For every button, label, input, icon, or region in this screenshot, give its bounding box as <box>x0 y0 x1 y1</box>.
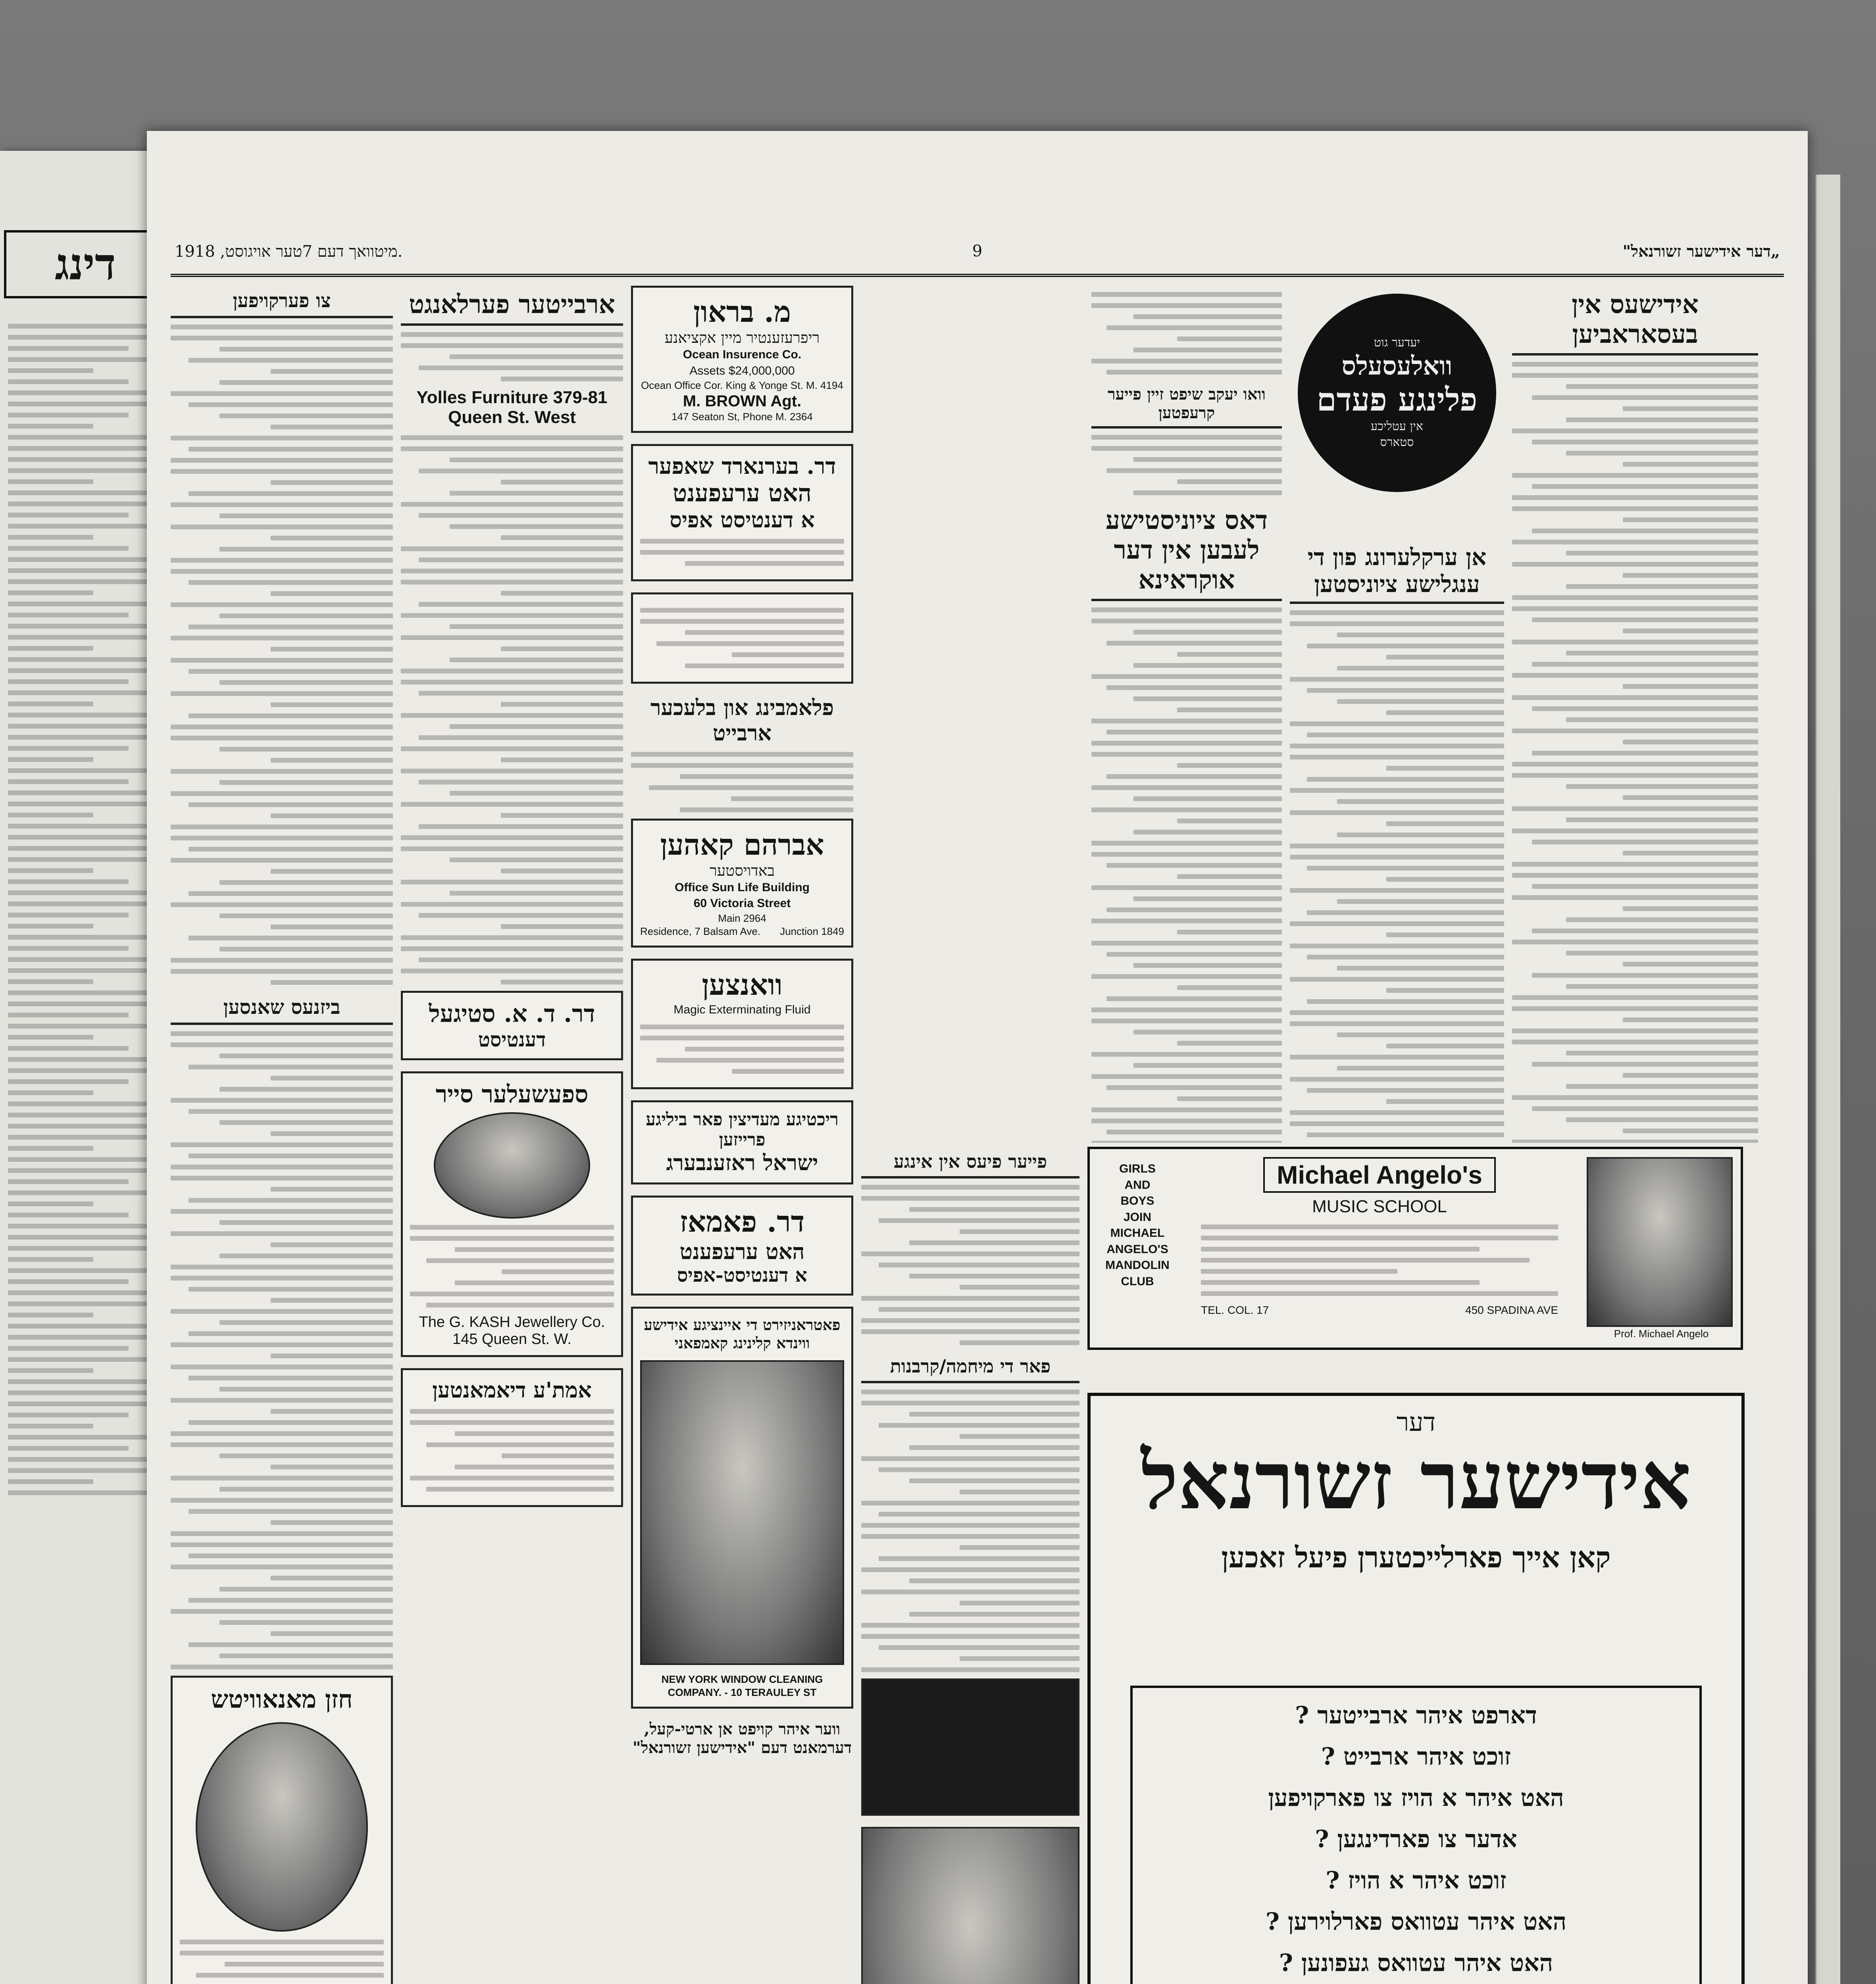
pomez-title: דר. פאמאז <box>679 1204 805 1238</box>
cantor-photo <box>196 1722 368 1932</box>
left-page-text <box>8 317 163 1501</box>
schafer-text <box>640 539 844 566</box>
ad-question: דארפט איהר ארבייטער ? <box>1295 1701 1537 1729</box>
cohen-junction: Junction 1849 <box>780 925 844 938</box>
page-header <box>171 234 1784 277</box>
music-school-text <box>1201 1225 1558 1296</box>
ad-question: האט איהר עטוואס פארלוירען ? <box>1265 1908 1567 1936</box>
pomez-line-2: א דענטיסט-אפיס <box>677 1264 807 1286</box>
cohen-main: Main 2964 <box>718 912 766 924</box>
brown-ad-sub: ריפרעזענטיר מיין אקציאנע <box>664 329 820 346</box>
column-4-text-b <box>401 435 623 984</box>
column-2-lower <box>861 1147 1079 1984</box>
music-school-tel: TEL. COL. 17 <box>1201 1304 1269 1316</box>
ad-subtitle: קאן אייך פארלייכטערן פיעל זאכען <box>1221 1540 1611 1574</box>
column-5-text-a <box>171 325 393 985</box>
column-5-shops: צו פערקויפען <box>171 286 393 318</box>
notice-text <box>640 608 844 668</box>
stiegel-title: דר. ד. א. סטיגעל <box>429 1000 595 1028</box>
mandolin-club-list <box>1098 1161 1177 1290</box>
schafer-line-2: א דענטיסט אפיס <box>670 507 815 533</box>
column-5 <box>171 286 393 1984</box>
pomez-line-1: האט ערעפענט <box>679 1238 805 1264</box>
ad-question: זוכט איהר א הויז ? <box>1326 1867 1507 1894</box>
ad-questions-box <box>1130 1686 1702 1984</box>
window-ad-title: פאטראניזירט די איינציגע אידישע ווינדא קלינינג קאמפאני <box>644 1315 841 1352</box>
yolles-line-2: Queen St. West <box>448 408 576 427</box>
newspaper-page <box>147 131 1808 1984</box>
plumbing-heading: פלאמבינג און בלעכער ארבייט <box>650 694 834 746</box>
rosenberg-ad <box>631 1100 853 1184</box>
jewellery-text <box>410 1225 614 1307</box>
portrait-caption: Prof. Michael Angelo <box>1614 1328 1709 1340</box>
diamond-ad <box>401 1368 623 1507</box>
cohen-residence-row <box>640 925 844 938</box>
column-4 <box>401 286 623 1984</box>
window-cleaner-illustration <box>640 1360 844 1665</box>
music-school-body <box>1185 1157 1574 1317</box>
column-3-closing: ווער איהר קויפט אן ארטי-קעל, דערמאנט דעם "אידישען זשורנאל" <box>632 1720 852 1757</box>
black-ad-block <box>861 1678 1079 1816</box>
ad-main-title: אידישער זשורנאל <box>1141 1434 1691 1527</box>
stiegel-dentist-ad <box>401 991 623 1060</box>
yolles-line-1: Yolles Furniture 379-81 <box>416 388 608 407</box>
stiegel-line: דענטיסט <box>478 1028 546 1051</box>
diamond-text <box>410 1409 614 1492</box>
rosenberg-title: ריכטיגע מעדיצין פאר ביליגע פרייזען <box>646 1109 839 1150</box>
column-1-headline: אידישעס אין בעסאראביען <box>1512 286 1758 356</box>
cantor-title: חזן מאנאוויטש <box>211 1685 353 1714</box>
brown-ad-office: Ocean Office Cor. King & Yonge St. M. 4194 <box>641 379 843 391</box>
notice-box <box>631 592 853 684</box>
brown-ad-address: 147 Seaton St, Phone M. 2364 <box>672 410 813 423</box>
flour-ad-badge <box>1298 294 1496 492</box>
page-stack-edge <box>1815 175 1840 1984</box>
badge-line-1: יעדער גוט <box>1374 336 1420 350</box>
cohen-title: אברהם קאהען <box>660 827 824 861</box>
column-2-lower-text-2 <box>861 1390 1079 1672</box>
plumbing-text <box>631 752 853 812</box>
zhurnal-classified-ad <box>1087 1393 1745 1984</box>
rosenberg-name: ישראל ראזענבערג <box>666 1150 818 1175</box>
ad-top-word: דער <box>1396 1408 1436 1437</box>
music-school-title: Michael Angelo's <box>1263 1157 1496 1193</box>
cohen-residence: Residence, 7 Balsam Ave. <box>640 925 761 938</box>
brown-ad-title: מ. בראון <box>693 295 791 329</box>
cantor-portrait-ad <box>861 1827 1079 1984</box>
column-2-article <box>1091 608 1282 1143</box>
header-page-number: 9 <box>972 242 983 260</box>
column-5-text-b <box>171 1031 393 1669</box>
badge-line-5: סטארס <box>1380 435 1414 450</box>
brown-ad-agent: M. BROWN Agt. <box>683 392 802 410</box>
schafer-title: דר. בערנארד שאפער <box>648 453 836 479</box>
column-3 <box>631 286 853 1984</box>
column-2-text-top <box>1091 292 1282 375</box>
ring-illustration <box>434 1112 590 1219</box>
specialist-title: ספעשעלער סייר <box>435 1080 589 1108</box>
join-line: MICHAEL <box>1110 1227 1165 1240</box>
brown-ad-assets: Assets $24,000,000 <box>689 364 795 377</box>
column-2-sub-1: וואו יעקב שיפט זיין פייער קרעפטען <box>1091 381 1282 429</box>
cohen-ad <box>631 819 853 948</box>
join-line: GIRLS <box>1119 1162 1156 1175</box>
join-line: AND <box>1124 1178 1151 1192</box>
join-line: JOIN <box>1123 1210 1152 1224</box>
column-2-headline: דאס ציוניסטישע לעבען אין דער אוקראינא <box>1091 502 1282 601</box>
window-ad-company: NEW YORK WINDOW CLEANING COMPANY. - 10 TERAULEY ST <box>661 1673 823 1699</box>
ad-question: האט איהר עטוואס געפונען ? <box>1279 1949 1553 1977</box>
column-2-lower-text <box>861 1185 1079 1345</box>
bedbug-ad <box>631 959 853 1089</box>
column-2-sub-3: פאר די מיחמה/קרבנות <box>861 1352 1079 1383</box>
badge-line-2: וואלעסעלס <box>1341 351 1453 381</box>
column-5-business: ביזנעס שאנסען <box>171 991 393 1025</box>
left-page-fragment <box>0 151 171 1984</box>
bedbug-product: Magic Exterminating Fluid <box>673 1003 811 1017</box>
join-line: CLUB <box>1121 1275 1154 1288</box>
diamond-title: אמת'ע דיאמאנטען <box>432 1377 592 1403</box>
join-line: MANDOLIN <box>1105 1259 1170 1272</box>
column-1-article <box>1512 362 1758 1143</box>
column-4-headline: ארבייטער פערלאנגט <box>401 286 623 326</box>
bedbug-text <box>640 1025 844 1074</box>
brown-insurance-ad <box>631 286 853 433</box>
brown-ad-company: Ocean Insurence Co. <box>683 348 802 361</box>
ad-question: אדער צו פארדינגען ? <box>1315 1825 1517 1853</box>
music-school-subtitle: MUSIC SCHOOL <box>1312 1197 1447 1216</box>
kash-jewellery: The G. KASH Jewellery Co. 145 Queen St. W. <box>419 1314 605 1348</box>
join-line: BOYS <box>1120 1194 1154 1207</box>
column-4-text-a <box>401 332 623 381</box>
cohen-office: Office Sun Life Building <box>675 880 810 894</box>
music-school-ad <box>1087 1147 1743 1350</box>
jewellery-ad <box>401 1071 623 1357</box>
cantor-ad <box>171 1676 393 1984</box>
header-newspaper-title: „דער אידישער זשורנאל" <box>1622 242 1780 261</box>
window-cleaning-ad <box>631 1307 853 1709</box>
ad-question: זוכט איהר ארבייט ? <box>1321 1743 1511 1771</box>
join-line: ANGELO'S <box>1106 1242 1168 1256</box>
schafer-line-1: האט ערעפענט <box>673 479 812 507</box>
cantor-text <box>180 1940 384 1978</box>
column-2 <box>1091 286 1282 1143</box>
column-1-article-2 <box>1290 610 1504 1143</box>
music-school-contact <box>1185 1304 1574 1317</box>
column-2-text-a <box>1091 435 1282 495</box>
cohen-street: 60 Victoria Street <box>693 897 791 910</box>
bedbug-title: וואנצען <box>702 968 783 1002</box>
column-2-sub-2: פייער פיעס אין אינגע <box>861 1147 1079 1178</box>
badge-line-3: פלינגע פעדם <box>1316 381 1478 418</box>
music-school-address: 450 SPADINA AVE <box>1465 1304 1558 1316</box>
schafer-dentist-ad <box>631 444 853 581</box>
pomez-dentist-ad <box>631 1196 853 1296</box>
ad-question: האט איהר א הויז צו פארקויפען <box>1268 1784 1564 1812</box>
cohen-line: באדויסטער <box>710 861 775 879</box>
column-1-headline-2: אן ערקלערונג פון די ענגלישע ציוניסטען <box>1290 540 1504 604</box>
column-1 <box>1290 286 1758 1143</box>
left-page-title: דינג <box>4 230 167 298</box>
badge-line-4: אין עטליכע <box>1371 419 1423 433</box>
professor-portrait <box>1587 1157 1733 1327</box>
header-date: מיטוואך דעם 7טער אויגוסט, 1918. <box>175 242 403 261</box>
